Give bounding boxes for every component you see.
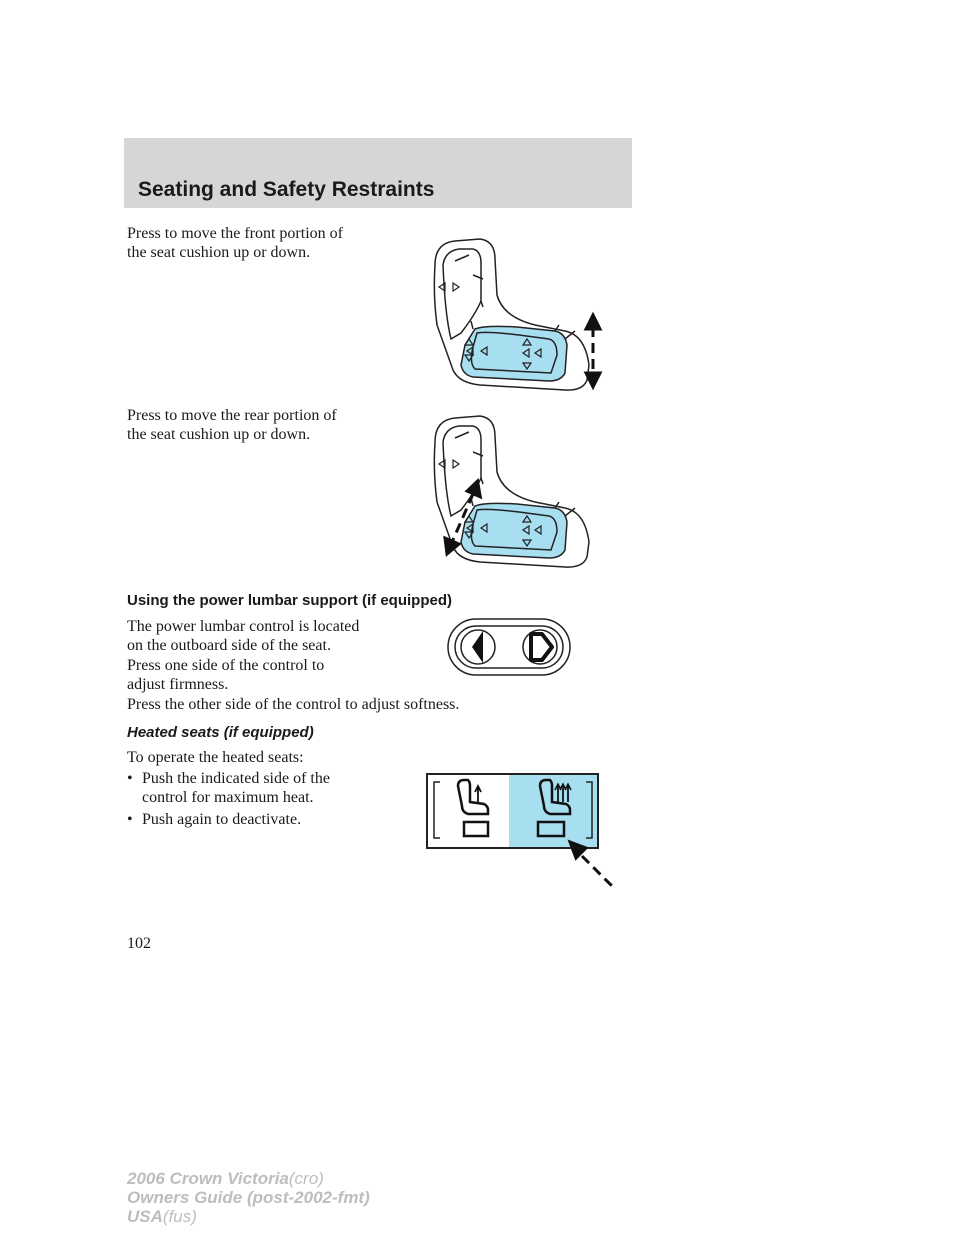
footer-region-code: (fus) xyxy=(162,1207,197,1226)
footer-region: USA xyxy=(127,1207,163,1226)
heated-heading: Heated seats (if equipped) xyxy=(127,724,314,741)
lumbar-heading: Using the power lumbar support (if equipped) xyxy=(127,592,452,609)
footer-guide: Owners Guide (post-2002-fmt) xyxy=(127,1188,370,1207)
lumbar-text-1: The power lumbar control is located on the outboard side of the seat. xyxy=(127,618,360,654)
seat-control-rear-illustration xyxy=(425,412,615,576)
heated-intro: To operate the heated seats: xyxy=(127,749,304,766)
footer-line-3 xyxy=(127,1207,370,1226)
lumbar-text-3: Press the other side of the control to adjust softness. xyxy=(127,696,460,713)
footer-model-code: (cro) xyxy=(288,1169,324,1188)
footer-line-1 xyxy=(127,1169,370,1188)
heated-seat-icon xyxy=(427,774,598,848)
bullet-item xyxy=(127,769,330,807)
footer-line-2 xyxy=(127,1188,370,1207)
document-footer xyxy=(127,1169,370,1226)
heated-seat-control-illustration xyxy=(424,772,620,890)
seat-control-front-illustration xyxy=(425,235,615,395)
footer-model: 2006 Crown Victoria xyxy=(127,1169,289,1188)
up-down-arrow-icon xyxy=(586,315,600,387)
seat-control-icon xyxy=(434,239,589,390)
section-title: Seating and Safety Restraints xyxy=(138,178,435,201)
bullet-text: Push the indicated side of the control for maximum heat. xyxy=(142,770,330,806)
bullet-item xyxy=(127,810,301,829)
page-number: 102 xyxy=(127,935,151,952)
bullet-text: Push again to deactivate. xyxy=(142,811,302,828)
lumbar-control-illustration xyxy=(446,617,572,677)
bullet-dot: • xyxy=(127,770,133,787)
section-header xyxy=(124,138,632,208)
lumbar-text-2: Press one side of the control to adjust firmness. xyxy=(127,657,325,693)
lumbar-control-icon xyxy=(448,619,570,675)
bullet-dot: • xyxy=(127,811,133,828)
front-cushion-text: Press to move the front portion of the seat cushion up or down. xyxy=(127,225,343,261)
rear-cushion-text: Press to move the rear portion of the seat cushion up or down. xyxy=(127,407,337,443)
